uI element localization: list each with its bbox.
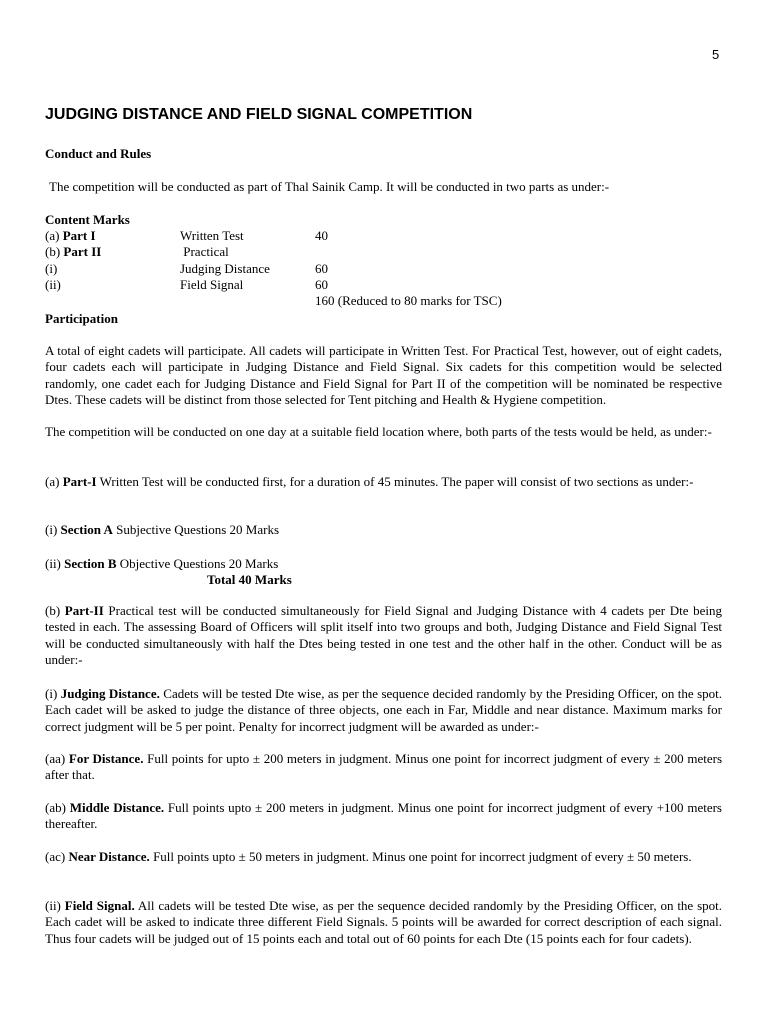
judging-distance-paragraph: (i) Judging Distance. Cadets will be tested Dte wise, as per the sequence decided randomly by the Presiding Officer, on the spot. Each cadet will be asked to judge the distance of three objects, one each in Far, Middle and near distance. Maximum marks for correct judgment will be 5 per point. Penalty for incorrect judgment will be awarded as under:- bbox=[45, 686, 722, 734]
marks-row-marks: 60 bbox=[315, 277, 328, 292]
document-title: JUDGING DISTANCE AND FIELD SIGNAL COMPETITION bbox=[45, 106, 473, 123]
marks-row-label: (i) bbox=[45, 261, 58, 276]
conduct-heading: Conduct and Rules bbox=[45, 146, 152, 161]
marks-row-marks: 60 bbox=[315, 261, 328, 276]
marks-total: 160 (Reduced to 80 marks for TSC) bbox=[315, 293, 502, 308]
marks-row-label: (b) Part II bbox=[45, 244, 102, 259]
marks-row-label: (ii) bbox=[45, 277, 61, 292]
section-b: (ii) Section B Objective Questions 20 Marks bbox=[45, 556, 279, 571]
field-signal-paragraph: (ii) Field Signal. All cadets will be tested Dte wise, as per the sequence decided randomly by the Presiding Officer, on the spot. Each cadet will be asked to indicate three different Field Signals. 5 points will be awarded for correct description of each signal. Thus four cadets will be judged out of 15 points each and total out of 60 points for each Dte (15 points each for four cadets). bbox=[45, 898, 722, 946]
middle-distance-paragraph: (ab) Middle Distance. Full points upto ± 200 meters in judgment. Minus one point for incorrect judgment of every +100 meters thereafter. bbox=[45, 800, 722, 832]
content-marks-heading: Content Marks bbox=[45, 212, 130, 227]
near-distance-paragraph: (ac) Near Distance. Full points upto ± 50 meters in judgment. Minus one point for incorrect judgment of every ± 50 meters. bbox=[45, 849, 692, 864]
part1-label: Part-I bbox=[62, 474, 97, 489]
marks-row-item: Judging Distance bbox=[180, 261, 270, 276]
page-number: 5 bbox=[712, 47, 720, 62]
part2-label: Part-II bbox=[64, 603, 104, 618]
marks-row-item: Written Test bbox=[180, 228, 244, 243]
marks-row-marks: 40 bbox=[315, 228, 328, 243]
section-a: (i) Section A Subjective Questions 20 Marks bbox=[45, 522, 279, 537]
marks-row-label: (a) Part I bbox=[45, 228, 96, 243]
participation-paragraph: The competition will be conducted on one day at a suitable field location where, both parts of the tests would be held, as under:- bbox=[45, 424, 712, 439]
participation-heading: Participation bbox=[45, 311, 118, 326]
marks-row-item: Field Signal bbox=[180, 277, 244, 292]
participation-paragraph: A total of eight cadets will participate. All cadets will participate in Written Test. For Practical Test, however, out of eight cadets, four cadets each will participate in Judging Distance and Field Signal. Six cadets for this competition would be selected randomly, one cadet each for Judging Distance and Field Signal for Part II of the competition will be nominated be respective Dtes. These cadets will be distinct from those selected for Tent pitching and Health & Hygiene competition. bbox=[45, 343, 722, 407]
part2-paragraph: (b) Part-II Practical test will be conducted simultaneously for Field Signal and Judging Distance with 4 cadets per Dte being tested in each. The assessing Board of Officers will split itself into two groups and both, Judging Distance and Field Signal Test will be conducted simultaneously with half the Dtes being tested in one test and the other half in the other. Conduct will be as under:- bbox=[45, 603, 722, 667]
total-marks: Total 40 Marks bbox=[207, 572, 292, 587]
part1-paragraph: (a) Part-I Written Test will be conducted first, for a duration of 45 minutes. The paper will consist of two sections as under:- bbox=[45, 474, 694, 489]
conduct-text: The competition will be conducted as part of Thal Sainik Camp. It will be conducted in two parts as under:- bbox=[49, 179, 610, 194]
marks-row-item: Practical bbox=[180, 244, 229, 259]
far-distance-paragraph: (aa) For Distance. Full points for upto ± 200 meters in judgment. Minus one point for incorrect judgment of every ± 200 meters after that. bbox=[45, 751, 723, 783]
